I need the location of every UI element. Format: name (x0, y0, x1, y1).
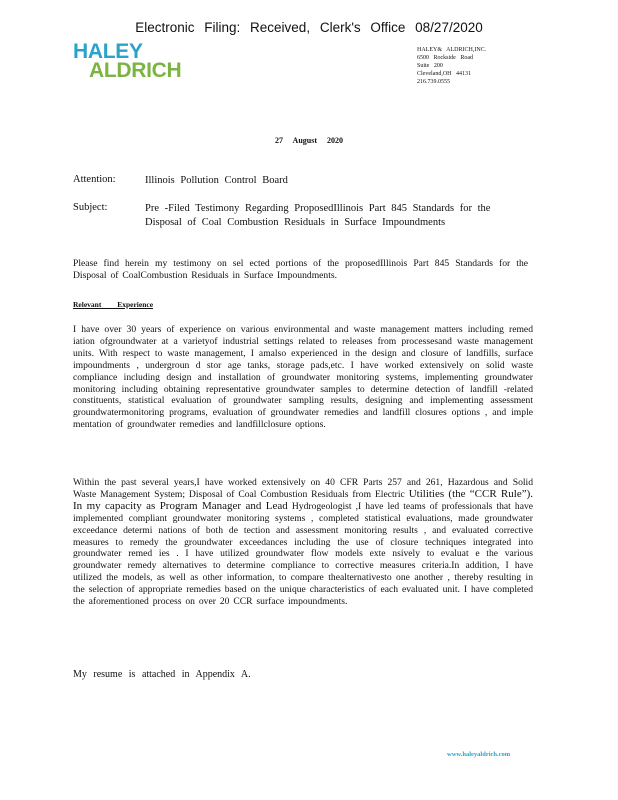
logo-line-haley: HALEY (73, 40, 143, 63)
section-heading: Relevant Experience (73, 300, 154, 309)
experience-paragraph-1: I have over 30 years of experience on various environmental and waste management matters including remed iation ofgroundwater at a varietyof industrial settings related to releases from processesand waste management units. With respect to waste management, I amalso experienced in the design and closure of landfills, surface impoundments , undergroun d stor age tanks, storage pads,etc. I have worked extensively on solid waste compliance including design and installation of groundwater monitoring systems, implementing groundwater monitoring including obtaining representative groundwater samples to determine detection of landfill -related constituents, statistical evaluation of groundwater sampling results, designing and implementing assessment groundwatermonitoring programs, evaluation of groundwater remedies and landfill closures options , and imple mentation of groundwater remedies and landfillclosure options. (73, 324, 533, 431)
experience-paragraph-2 (73, 477, 533, 608)
address-line: 6500 Rockside Road (417, 55, 473, 61)
address-line: Cleveland,OH 44131 (417, 71, 471, 77)
closing-line: My resume is attached in Appendix A. (73, 669, 251, 680)
subject-line-1: Pre -Filed Testimony Regarding ProposedIllinois Part 845 Standards for the (145, 203, 491, 214)
address-line: Suite 200 (417, 63, 443, 69)
footer-website-link[interactable]: www.haleyaldrich.com (447, 751, 511, 758)
letter-date: 27 August 2020 (274, 136, 343, 145)
company-logo (73, 42, 203, 82)
subject-line-2: Disposal of Coal Combustion Residuals in Surface Impoundments (145, 217, 446, 228)
paragraph-2-part-1: Within the past several years,I have worked extensively on 40 CFR Parts 257 and 261, Hazardous and Solid Waste Management System; Disposal of Coal Combustion Residuals from Electric (73, 477, 533, 500)
filing-stamp: Electronic Filing: Received, Clerk's Office 08/27/2020 (135, 20, 483, 35)
attention-value: Illinois Pollution Control Board (145, 175, 288, 186)
paragraph-2-part-2: Utilities (the “CCR Rule”). In my capacity as Program Manager and Lead (73, 487, 533, 512)
paragraph-2-part-3: Hydrogeologist ,I have led teams of professionals that have implemented compliant groundwater monitoring systems , completed statistical evaluations, made groundwater exceedance determi nations of both de tection and assessment monitoring results , and evaluated corrective measures to remedy the groundwater exceedances including the use of closure techniques integrated into groundwater remed ies . I have utilized groundwater flow models exte nsively to evaluat e the various groundwater remedy alternatives to determine compliance to corrective measures criteria.In addition, I have utilized the models, as well as other information, to compare thealternativesto one another , thereby resulting in the selection of appropriate remedies based on the unique characteristics of each evaluated unit. I have completed the aforementioned process on over 20 CCR surface impoundments. (73, 500, 534, 608)
intro-paragraph: Please find herein my testimony on sel ected portions of the proposedIllinois Part 845 Standards for the Disposal of CoalCombustion Residuals in Surface Impoundments. (73, 258, 528, 281)
attention-label: Attention: (73, 174, 116, 185)
subject-label: Subject: (73, 202, 108, 213)
company-address (417, 46, 527, 86)
address-line: HALEY& ALDRICH,INC. (417, 47, 487, 53)
address-line: 216.739.0555 (417, 79, 450, 85)
logo-line-aldrich: ALDRICH (89, 59, 182, 82)
